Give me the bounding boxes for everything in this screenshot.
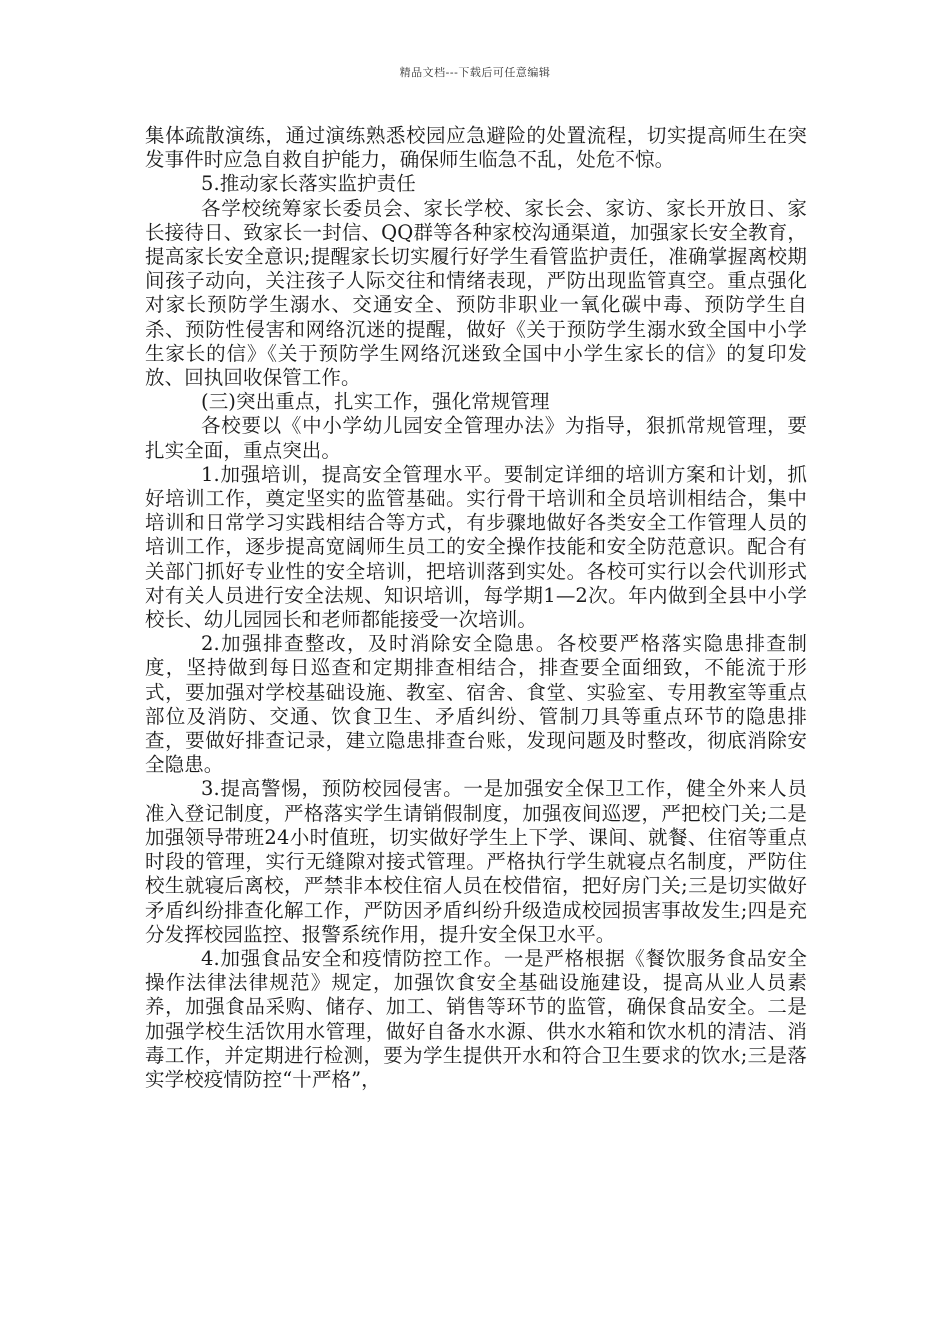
paragraph-hazard-inspection: 2.加强排查整改，及时消除安全隐患。各校要严格落实隐患排查制度，坚持做到每日巡查和定期排查相结合，排查要全面细致，不能流于形式，要加强对学校基础设施、教室、宿舍、食堂、实验室、专用教室等重点部位及消防、交通、饮食卫生、矛盾纠纷、管制刀具等重点环节的隐患排查，要做好排查记录，建立隐患排查台账，发现问题及时整改，彻底消除安全隐患。 xyxy=(145,632,807,777)
paragraph-training: 1.加强培训，提高安全管理水平。要制定详细的培训方案和计划，抓好培训工作，奠定坚实的监管基础。实行骨干培训和全员培训相结合，集中培训和日常学习实践相结合等方式，有步骤地做好各类安全工作管理人员的培训工作，逐步提高宽阔师生员工的安全操作技能和安全防范意识。配合有关部门抓好专业性的安全培训，把培训落到实处。各校可实行以会代训形式对有关人员进行安全法规、知识培训，每学期1—2次。年内做到全县中小学校长、幼儿园园长和老师都能接受一次培训。 xyxy=(145,462,807,632)
paragraph-campus-security: 3.提高警惕，预防校园侵害。一是加强安全保卫工作，健全外来人员准入登记制度，严格落实学生请销假制度，加强夜间巡逻，严把校门关;二是加强领导带班24小时值班，切实做好学生上下学、课间、就餐、住宿等重点时段的管理，实行无缝隙对接式管理。严格执行学生就寝点名制度，严防住校生就寝后离校，严禁非本校住宿人员在校借宿，把好房门关;三是切实做好矛盾纠纷排查化解工作，严防因矛盾纠纷升级造成校园损害事故发生;四是充分发挥校园监控、报警系统作用，提升安全保卫水平。 xyxy=(145,777,807,946)
heading-routine-management: (三)突出重点，扎实工作，强化常规管理 xyxy=(201,390,550,414)
paragraph-food-safety: 4.加强食品安全和疫情防控工作。一是严格根据《餐饮服务食品安全操作法律法律规范》规定，加强饮食安全基础设施建设，提高从业人员素养，加强食品采购、储存、加工、销售等环节的监管，确保食品安全。二是加强学校生活饮用水管理，做好自备水水源、供水水箱和饮水机的清洁、消毒工作，并定期进行检测，要为学生提供开水和符合卫生要求的饮水;三是落实学校疫情防控“十严格”， xyxy=(145,946,807,1091)
paragraph-drill-summary: 集体疏散演练，通过演练熟悉校园应急避险的处置流程，切实提高师生在突发事件时应急自救自护能力，确保师生临急不乱，处危不惊。 xyxy=(145,124,807,172)
paragraph-parent-supervision: 各学校统筹家长委员会、家长学校、家长会、家访、家长开放日、家长接待日、致家长一封信、QQ群等各种家校沟通渠道，加强家长安全教育，提高家长安全意识;提醒家长切实履行好学生看管监护责任，准确掌握离校期间孩子动向，关注孩子人际交往和情绪表现，严防出现监管真空。重点强化对家长预防学生溺水、交通安全、预防非职业一氧化碳中毒、预防学生自杀、预防性侵害和网络沉迷的提醒，做好《关于预防学生溺水致全国中小学生家长的信》《关于预防学生网络沉迷致全国中小学生家长的信》的复印发放、回执回收保管工作。 xyxy=(145,196,807,390)
heading-parent-supervision: 5.推动家长落实监护责任 xyxy=(201,172,416,196)
paragraph-routine-management: 各校要以《中小学幼儿园安全管理办法》为指导，狠抓常规管理，要扎实全面，重点突出。 xyxy=(145,414,807,462)
page-header: 精品文档---下载后可任意编辑 xyxy=(399,66,551,79)
document-body xyxy=(145,124,807,1092)
